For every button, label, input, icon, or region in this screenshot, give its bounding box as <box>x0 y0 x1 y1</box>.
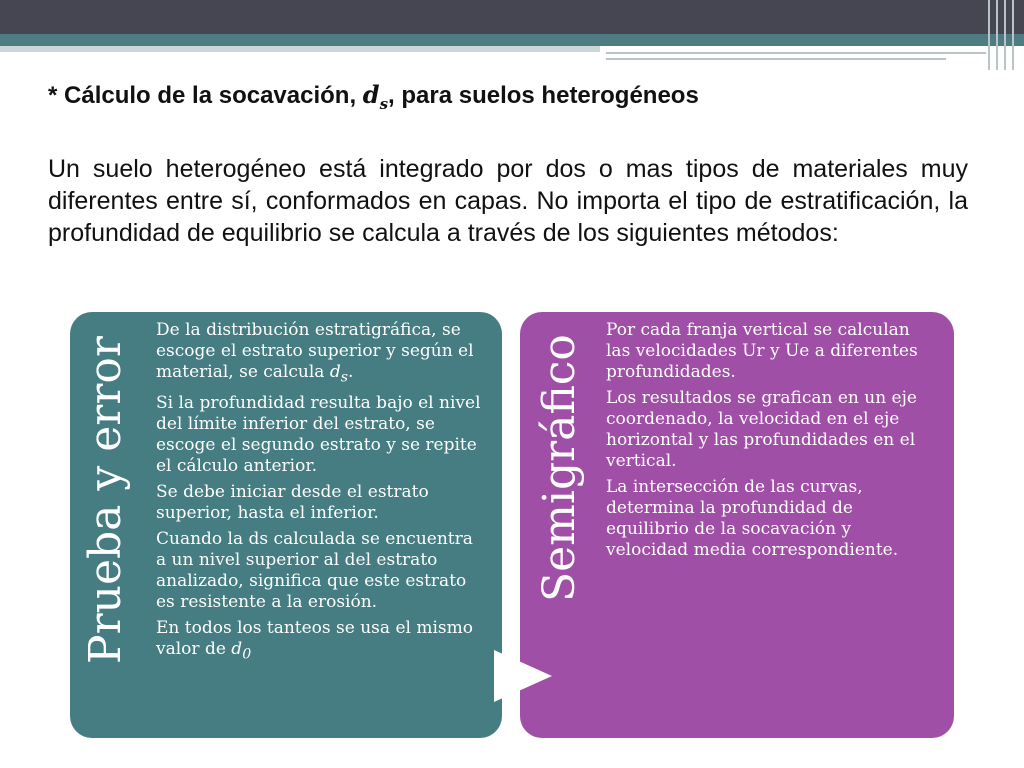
method-card-semigrafico <box>520 312 954 738</box>
bullet-list <box>606 320 936 566</box>
intro-paragraph: Un suelo heterogéneo está integrado por dos o mas tipos de materiales muy diferentes entre sí, conformados en capas. No importa el tipo de estratificación, la profundidad de equilibrio se calcula a través de los siguientes métodos: <box>48 155 968 247</box>
bullet-list <box>156 320 486 671</box>
list-item: Cuando la ds calculada se encuentra a un nivel superior al del estrato analizado, significa que este estrato es resistente a la erosión. <box>156 529 473 613</box>
list-item: Se debe iniciar desde el estrato superior, hasta el inferior. <box>156 482 429 524</box>
slide-heading: * Cálculo de la socavación, $d_s$, para suelos heterogéneos <box>48 80 699 113</box>
list-item: De la distribución estratigráfica, se escoge el estrato superior y según el material, se calcula $d_s$. <box>156 320 474 386</box>
list-item: En todos los tanteos se usa el mismo valor de $d_0$ <box>156 618 473 663</box>
decorative-bars <box>984 0 1024 70</box>
light-stripe <box>0 46 600 52</box>
list-item: Los resultados se grafican en un eje coordenado, la velocidad en el eje horizontal y las profundidades en el vertical. <box>606 388 917 471</box>
method-card-prueba-y-error <box>70 312 502 738</box>
decorative-line <box>606 52 986 54</box>
list-item: La intersección de las curvas, determina la profundidad de equilibrio de la socavación y velocidad media correspondiente. <box>606 477 899 560</box>
title-bar <box>0 0 1024 34</box>
decorative-line <box>606 58 946 60</box>
list-item: Por cada franja vertical se calculan las velocidades Ur y Ue a diferentes profundidades. <box>606 320 918 382</box>
list-item: Si la profundidad resulta bajo el nivel del límite inferior del estrato, se escoge el segundo estrato y se repite el cálculo anterior. <box>156 393 481 477</box>
card-title: Semigráfico <box>534 334 585 602</box>
arrow-right-icon <box>494 650 552 702</box>
card-title: Prueba y error <box>80 336 131 664</box>
accent-stripe <box>0 34 1024 46</box>
